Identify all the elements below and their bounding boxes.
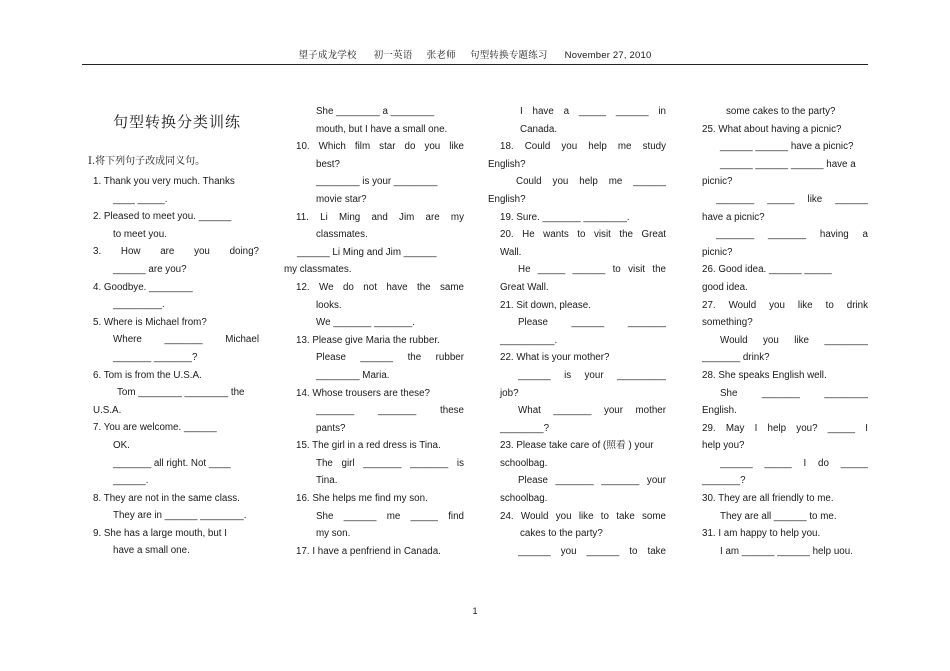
- text-line: schoolbag.: [500, 457, 548, 469]
- text-line: 27. Would you like to drink: [702, 299, 868, 311]
- text-line: 1. Thank you very much. Thanks: [93, 176, 235, 187]
- text-line: 30. They are all friendly to me.: [702, 493, 834, 505]
- text-line: ________?: [500, 422, 550, 434]
- column-4: [702, 103, 868, 560]
- text-line: She ______ me _____ find: [316, 510, 464, 522]
- text-line: 14. Whose trousers are these?: [296, 387, 430, 399]
- text-line: ______ ______ have a picnic?: [720, 141, 854, 153]
- text-line: They are in ______ ________.: [113, 510, 247, 522]
- text-line: 31. I am happy to help you.: [702, 528, 821, 540]
- text-line: 29. May I help you? _____ I: [702, 422, 868, 434]
- text-line: 5. Where is Michael from?: [93, 316, 207, 328]
- column-3: [488, 103, 666, 560]
- text-line: He _____ ______ to visit the: [518, 264, 666, 276]
- text-line: _______ _____ like ______: [716, 193, 868, 205]
- text-line: Canada.: [520, 123, 558, 135]
- text-line: my son.: [316, 528, 351, 540]
- text-line: She ________ a ________: [316, 106, 435, 117]
- text-line: 23. Please take care of (照看 ) your: [500, 440, 654, 452]
- page-number: 1: [472, 606, 478, 616]
- text-line: 4. Goodbye. ________: [93, 281, 193, 293]
- text-line: I am ______ ______ help uou.: [720, 545, 853, 557]
- text-line: ________ is your ________: [316, 176, 438, 188]
- text-line: What _______ your mother: [518, 405, 666, 417]
- text-line: 26. Good idea. ______ _____: [702, 264, 832, 276]
- text-line: pants?: [316, 422, 346, 434]
- text-line: 8. They are not in the same class.: [93, 492, 240, 504]
- text-line: _______ all right. Not ____: [113, 457, 231, 469]
- text-line: movie star?: [316, 193, 367, 205]
- text-line: _______ _______?: [113, 351, 198, 363]
- text-line: Tom ________ ________ the: [117, 387, 245, 399]
- text-line: Great Wall.: [500, 281, 549, 293]
- text-line: mouth, but I have a small one.: [316, 123, 448, 135]
- text-line: OK.: [113, 439, 130, 451]
- text-line: ________ Maria.: [316, 369, 390, 381]
- text-line: to meet you.: [113, 228, 167, 240]
- text-line: 13. Please give Maria the rubber.: [296, 334, 440, 346]
- text-line: 24. Would you like to take some: [500, 510, 666, 522]
- text-line: 17. I have a penfriend in Canada.: [296, 545, 441, 557]
- text-line: Please _______ _______ your: [518, 475, 666, 487]
- text-line: _______ _______ these: [316, 405, 464, 417]
- text-line: best?: [316, 158, 340, 170]
- text-line: Please ______ _______: [518, 317, 666, 329]
- text-line: job?: [500, 387, 519, 399]
- text-line: _______ _______ having a: [716, 229, 868, 241]
- text-line: 19. Sure. _______ ________.: [500, 211, 630, 223]
- text-line: Tina.: [316, 475, 338, 487]
- text-line: my classmates.: [284, 264, 352, 276]
- text-line: cakes to the party?: [520, 528, 603, 540]
- text-line: English?: [488, 193, 526, 205]
- text-line: 22. What is your mother?: [500, 352, 610, 364]
- text-line: 15. The girl in a red dress is Tina.: [296, 440, 441, 452]
- text-line: U.S.A.: [93, 404, 122, 416]
- text-line: 25. What about having a picnic?: [702, 123, 842, 135]
- text-line: The girl _______ _______ is: [316, 457, 464, 469]
- text-line: English?: [488, 158, 526, 170]
- text-line: She _______ ________: [720, 387, 868, 399]
- text-line: I have a _____ ______ in: [520, 106, 666, 117]
- text-line: ____ _____.: [113, 193, 168, 205]
- text-line: 18. Could you help me study: [500, 141, 666, 153]
- page-header: 望子成龙学校 初一英语 张老师 句型转换专题练习 November 27, 2010: [298, 50, 652, 61]
- text-line: 2. Pleased to meet you. ______: [93, 211, 232, 223]
- text-line: ______ is your _________: [518, 369, 666, 381]
- text-line: They are all ______ to me.: [720, 510, 837, 522]
- text-line: Could you help me ______: [516, 176, 666, 188]
- text-line: good idea.: [702, 281, 748, 293]
- header-rule: [82, 64, 868, 65]
- text-line: ______ are you?: [113, 263, 187, 275]
- text-line: _______?: [702, 475, 746, 487]
- text-line: __________.: [500, 334, 558, 346]
- column-2: [284, 103, 464, 560]
- text-line: 16. She helps me find my son.: [296, 493, 428, 505]
- text-line: Please ______ the rubber: [316, 352, 464, 364]
- text-line: Wall.: [500, 246, 522, 258]
- section-heading: Ⅰ.将下列句子改成同义句。: [88, 156, 206, 167]
- text-line: 20. He wants to visit the Great: [500, 229, 666, 241]
- text-line: English.: [702, 405, 737, 417]
- text-line: ______ _____ I do _____: [720, 457, 868, 469]
- text-line: looks.: [316, 299, 342, 311]
- text-line: Would you like ________: [720, 334, 868, 346]
- text-line: ______.: [113, 475, 149, 487]
- text-line: 11. Li Ming and Jim are my: [296, 211, 464, 223]
- text-line: We _______ _______.: [316, 317, 415, 329]
- text-line: 10. Which film star do you like: [296, 141, 464, 153]
- text-line: 21. Sit down, please.: [500, 299, 591, 311]
- text-line: Where _______ Michael: [113, 334, 259, 346]
- text-line: some cakes to the party?: [726, 106, 836, 117]
- text-line: have a small one.: [113, 545, 190, 557]
- text-line: 28. She speaks English well.: [702, 369, 827, 381]
- text-line: schoolbag.: [500, 493, 548, 505]
- text-line: picnic?: [702, 176, 733, 188]
- worksheet-title: 句型转换分类训练: [113, 113, 242, 131]
- text-line: _______ drink?: [702, 352, 770, 364]
- text-line: picnic?: [702, 246, 733, 258]
- text-line: 3. How are you doing?: [93, 246, 259, 258]
- text-line: 7. You are welcome. ______: [93, 422, 217, 434]
- text-line: ______ Li Ming and Jim ______: [297, 246, 437, 258]
- text-line: ______ you ______ to take: [518, 545, 666, 557]
- text-line: 6. Tom is from the U.S.A.: [93, 369, 202, 381]
- text-line: something?: [702, 317, 753, 329]
- text-line: classmates.: [316, 229, 368, 241]
- text-line: ______ ______ ______ have a: [720, 158, 856, 170]
- text-line: help you?: [702, 440, 745, 452]
- text-line: 9. She has a large mouth, but I: [93, 527, 227, 539]
- text-line: _________.: [113, 299, 165, 311]
- text-line: 12. We do not have the same: [296, 281, 464, 293]
- column-1: [93, 173, 259, 560]
- text-line: have a picnic?: [702, 211, 765, 223]
